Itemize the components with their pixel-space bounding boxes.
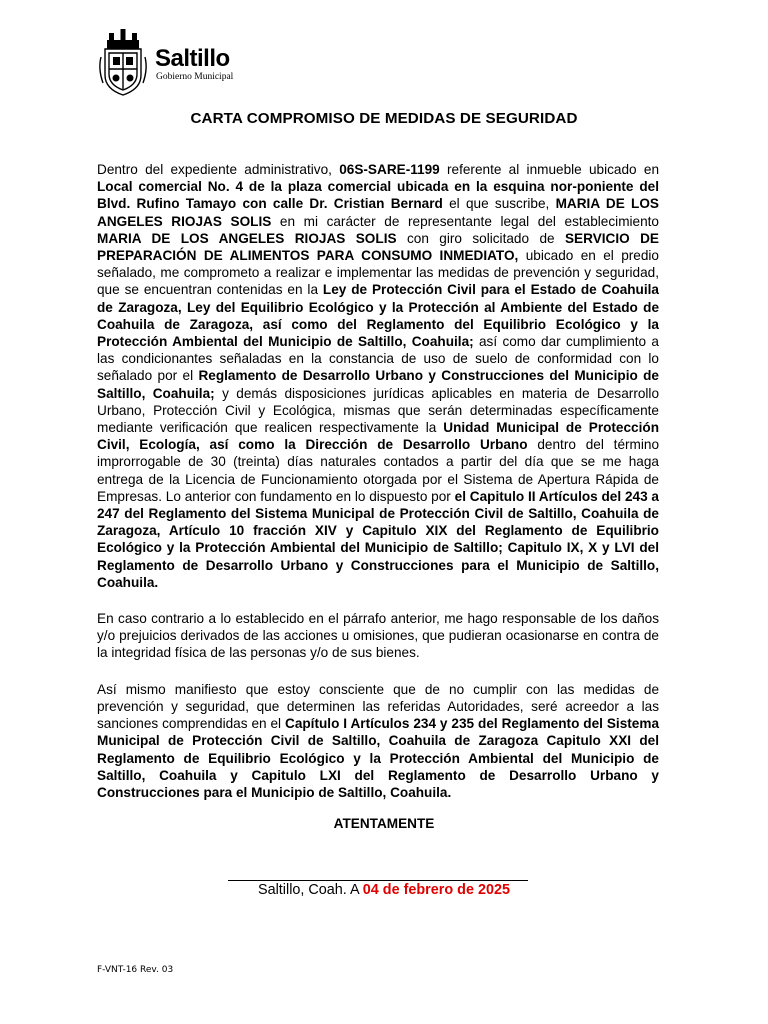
text-run: con giro solicitado de [396, 230, 565, 246]
form-code: F-VNT-16 Rev. 03 [97, 965, 174, 975]
brand-name: Saltillo [155, 45, 230, 72]
bold-run: Capítulo I Artículos 234 y 235 del Reglamento del Sistema Municipal de Protección Civil de Saltillo, Coahuila de Zaragoza Capitulo XXI del Reglamento de Equilibrio Ecológico y la Protección Ambiental del Municipio de Saltillo, Coahuila y Capitulo LXI del Reglamento de Desarrollo Urbano y Construcciones para el Municipio de Saltillo, Coahuila. [97, 716, 660, 800]
brand [155, 47, 233, 83]
bold-run: Unidad Municipal de Protección Civil, Ecología, así como la Dirección de Desarrollo Urbano [97, 420, 659, 453]
date-text: 04 de febrero de 2025 [362, 882, 510, 898]
signature-line [228, 880, 528, 881]
bold-run: Local comercial No. 4 de la plaza comercial ubicada en la esquina nor-poniente del Blvd. Rufino Tamayo con calle Dr. Cristian Bernard [97, 179, 659, 212]
closing-text: ATENTAMENTE [333, 816, 435, 831]
text-run: Dentro del expediente administrativo, [97, 162, 340, 177]
city-seal-icon [97, 27, 149, 97]
bold-run: Ley de Protección Civil para el Estado de Coahuila de Zaragoza, Ley del Equilibrio Ecológico y la Protección al Ambiente del Estado de Coahuila de Zaragoza, así como del Reglamento del Equilibrio Ecológico y la Protección Ambiental del Municipio de Saltillo, Coahuila; [97, 282, 659, 350]
text-run: así como dar cumplimiento a las condicionantes señaladas en la constancia de uso de suelo de conformidad con lo señalado por el [97, 334, 659, 384]
paragraph-1 [97, 161, 659, 591]
document-title: CARTA COMPROMISO DE MEDIDAS DE SEGURIDAD [190, 110, 578, 127]
bold-run: MARIA DE LOS ANGELES RIOJAS SOLIS [97, 230, 397, 246]
text-run: Así mismo manifiesto que estoy consciente que de no cumplir con las medidas de prevención y seguridad, que determinen las referidas Autoridades, seré acreedor a las sanciones comprendidas en el [97, 681, 659, 732]
header-logo [97, 27, 233, 97]
bold-run: SERVICIO DE PREPARACIÓN DE ALIMENTOS PARA CONSUMO INMEDIATO, [97, 230, 659, 264]
text-run: dentro del término improrrogable de 30 (treinta) días naturales contados a partir del día que se me haga entrega de la Licencia de Funcionamiento otorgada por el Sistema de Apertura Rápida de Empresas. Lo anterior con fundamento en lo dispuesto por [97, 437, 660, 504]
bold-run: el Capitulo II Artículos del 243 a 247 del Reglamento del Sistema Municipal de Protección Civil de Saltillo, Coahuila de Zaragoza, Artículo 10 fracción XIV y Capitulo XIX del Reglamento de Equilibrio Ecológico y la Protección Ambiental del Municipio de Saltillo; Capitulo IX, X y LVI del Reglamento de Desarrollo Urbano y Construcciones para el Municipio de Saltillo, Coahuila. [97, 488, 659, 590]
document-body [97, 161, 659, 820]
text-run: referente al inmueble ubicado en [439, 162, 660, 177]
place-date [0, 882, 768, 898]
bold-run: MARIA DE LOS ANGELES RIOJAS SOLIS [97, 196, 659, 229]
text-run: en mi carácter de representante legal del establecimiento [271, 213, 659, 229]
text-run: ubicado en el predio señalado, me comprometo a realizar e implementar las medidas de prevención y seguridad, que se encuentran contenidas en la [97, 248, 659, 298]
paragraph-3 [97, 681, 659, 801]
bold-run: 06S-SARE-1199 [339, 162, 440, 177]
brand-subtitle: Gobierno Municipal [156, 72, 234, 82]
bold-run: Reglamento de Desarrollo Urbano y Construcciones del Municipio de Saltillo, Coahuila; [97, 368, 659, 401]
text-run: y demás disposiciones jurídicas aplicables en materia de Desarrollo Urbano, Protección Civil y Ecológica, mismas que serán determinadas específicamente mediante verificación que realicen respectivamente la [97, 385, 660, 436]
text-run: el que suscribe, [442, 196, 556, 212]
text-run: En caso contrario a lo establecido en el párrafo anterior, me hago responsable de los daños y/o prejuicios derivados de las acciones u omisiones, que pudieran ocasionarse en contra de la integridad física de las personas y/o de sus bienes. [97, 611, 659, 661]
place-text: Saltillo, Coah. A [258, 882, 363, 898]
paragraph-2 [97, 610, 659, 662]
